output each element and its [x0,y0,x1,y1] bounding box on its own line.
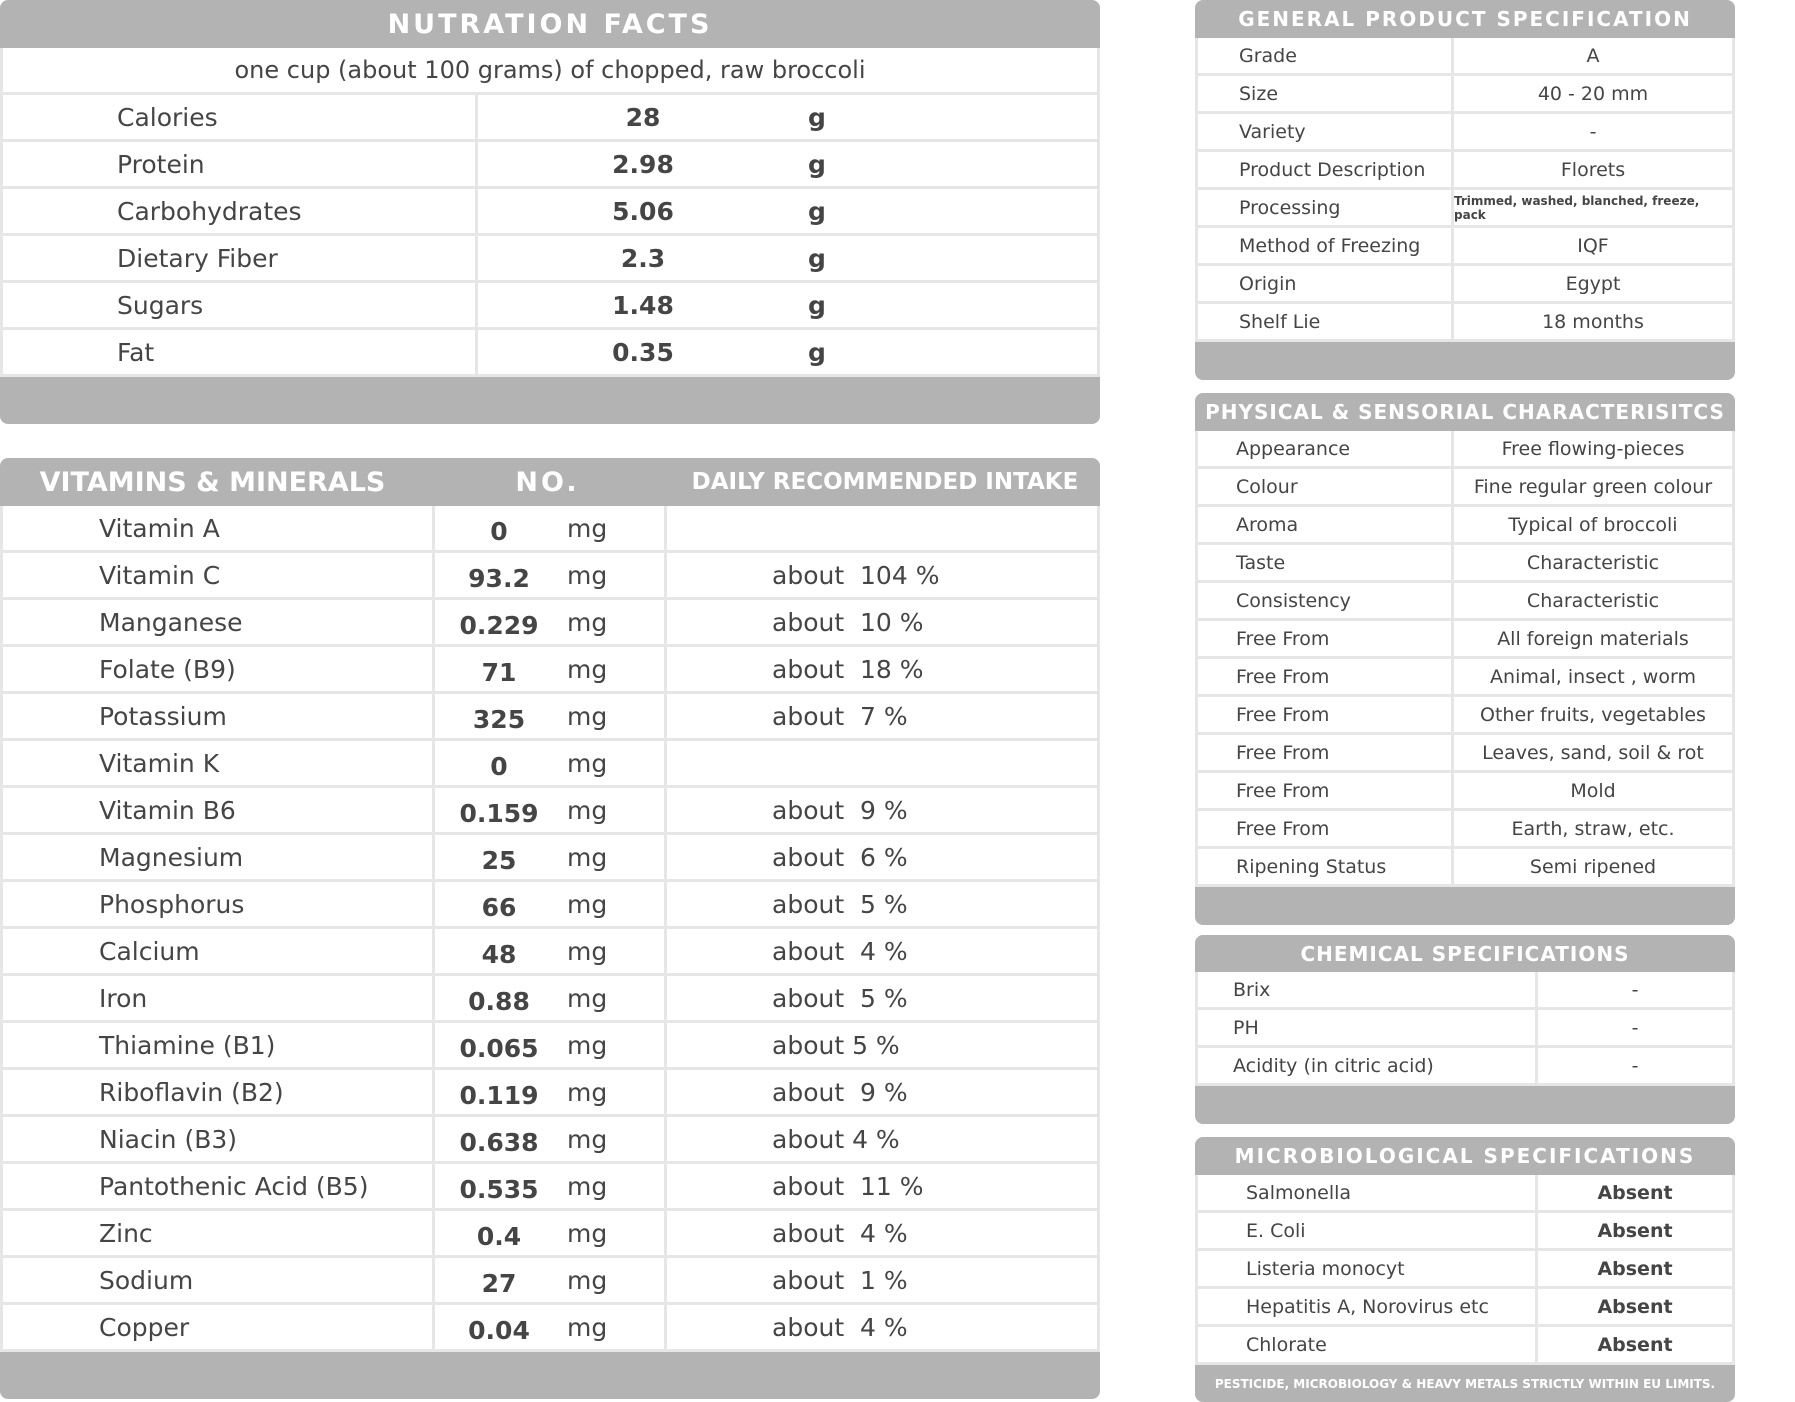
physical-label: Free From [1198,621,1454,656]
vitamin-value: 0 [490,516,508,546]
vitamin-value: 48 [481,939,517,969]
general-spec-table [1195,0,1735,380]
physical-value: Characteristic [1526,551,1660,574]
table-row [1195,469,1735,507]
physical-label: Free From [1198,659,1454,694]
vitamin-unit: mg [563,694,667,738]
nutrient-value: 28 [625,102,661,132]
micro-rows [1195,1175,1735,1365]
nutrient-unit: g [808,149,826,179]
vitamin-unit: mg [563,1164,667,1208]
micro-value: Absent [1597,1257,1673,1280]
chemical-label: PH [1198,1010,1538,1045]
general-label: Shelf Lie [1198,304,1454,339]
vitamin-intake: about 1 % [772,1265,908,1295]
table-row [0,1164,1100,1211]
physical-value: Animal, insect , worm [1490,665,1696,688]
physical-value: Fine regular green colour [1473,475,1713,498]
table-row [0,835,1100,882]
table-row [1195,1213,1735,1251]
vitamin-name: Zinc [3,1211,435,1255]
vitamins-minerals-table [0,458,1100,1399]
vitamin-intake: about 5 % [772,889,908,919]
table-row [0,1117,1100,1164]
table-row [0,976,1100,1023]
table-row [1195,76,1735,114]
table-row [1195,190,1735,228]
table-row [0,647,1100,694]
physical-value: Earth, straw, etc. [1511,817,1675,840]
micro-label: Hepatitis A, Norovirus etc [1198,1289,1538,1324]
nutrition-facts-table [0,0,1100,424]
chemical-label: Acidity (in citric acid) [1198,1048,1538,1083]
physical-spec-header [1195,393,1735,431]
chemical-label: Brix [1198,972,1538,1007]
table-row [0,189,1100,236]
micro-spec-table [1195,1137,1735,1402]
physical-value: Typical of broccoli [1508,513,1678,536]
vitamin-intake: about 5 % [772,983,908,1013]
general-value: - [1589,120,1597,143]
table-row [1195,773,1735,811]
nutrient-unit: g [808,196,826,226]
vitamin-value: 0.638 [459,1127,539,1157]
table-row [1195,1251,1735,1289]
table-row [0,741,1100,788]
nutrient-name: Carbohydrates [3,189,478,233]
nutrition-rows [0,95,1100,377]
general-label: Processing [1198,190,1454,225]
chemical-spec-header [1195,935,1735,972]
vitamin-unit: mg [563,553,667,597]
table-row [1195,304,1735,342]
vitamin-value: 0.535 [459,1174,539,1204]
vitamin-value: 0.229 [459,610,539,640]
general-value: 18 months [1542,310,1644,333]
physical-label: Ripening Status [1198,849,1454,884]
vitamin-name: Vitamin C [3,553,435,597]
vitamin-name: Phosphorus [3,882,435,926]
vitamin-unit: mg [563,600,667,644]
vitamins-header-intake: DAILY RECOMMENDED INTAKE [691,469,1079,495]
general-value: 40 - 20 mm [1537,82,1649,105]
vitamin-name: Copper [3,1305,435,1349]
table-row [0,694,1100,741]
nutrient-unit: g [808,337,826,367]
micro-footer-note: PESTICIDE, MICROBIOLOGY & HEAVY METALS STRICTLY WITHIN EU LIMITS. [1214,1376,1716,1391]
physical-label: Appearance [1198,431,1454,466]
vitamin-intake: about 4 % [772,1312,908,1342]
nutrition-subtitle: one cup (about 100 grams) of chopped, raw broccoli [234,56,866,84]
table-row [1195,507,1735,545]
vitamin-unit: mg [563,1070,667,1114]
vitamin-unit: mg [563,741,667,785]
nutrient-name: Protein [3,142,478,186]
general-value: Trimmed, washed, blanched, freeze, pack [1454,193,1700,222]
table-row [1195,266,1735,304]
table-row [1195,659,1735,697]
table-row [1195,1048,1735,1086]
table-row [1195,849,1735,887]
physical-label: Free From [1198,773,1454,808]
chemical-value: - [1631,1016,1639,1039]
physical-label: Free From [1198,697,1454,732]
physical-label: Free From [1198,811,1454,846]
physical-spec-table [1195,393,1735,925]
physical-value: All foreign materials [1497,627,1689,650]
table-row [0,95,1100,142]
vitamin-unit: mg [563,1305,667,1349]
table-row [1195,1327,1735,1365]
physical-spec-title: PHYSICAL & SENSORIAL CHARACTERISITCS [1205,400,1725,424]
nutrient-name: Sugars [3,283,478,327]
table-row [0,142,1100,189]
micro-label: Chlorate [1198,1327,1538,1362]
vitamin-unit: mg [563,788,667,832]
physical-value: Leaves, sand, soil & rot [1482,741,1704,764]
vitamin-rows [0,506,1100,1352]
table-row [1195,583,1735,621]
table-row [1195,972,1735,1010]
table-row [0,1305,1100,1352]
nutrition-subtitle-row [0,48,1100,95]
micro-label: Salmonella [1198,1175,1538,1210]
chemical-value: - [1631,978,1639,1001]
vitamin-name: Folate (B9) [3,647,435,691]
micro-spec-footer [1195,1365,1735,1402]
general-rows [1195,38,1735,342]
vitamin-value: 0.065 [459,1033,539,1063]
physical-label: Colour [1198,469,1454,504]
nutrient-name: Fat [3,330,478,374]
general-value: Florets [1560,158,1626,181]
vitamin-unit: mg [563,929,667,973]
micro-spec-title: MICROBIOLOGICAL SPECIFICATIONS [1234,1144,1696,1168]
chemical-rows [1195,972,1735,1086]
vitamin-intake: about 10 % [772,607,924,637]
vitamin-name: Riboflavin (B2) [3,1070,435,1114]
micro-value: Absent [1597,1333,1673,1356]
general-spec-title: GENERAL PRODUCT SPECIFICATION [1238,7,1692,31]
physical-value: Free flowing-pieces [1501,437,1685,460]
nutrition-footer [0,377,1100,424]
general-value: Egypt [1565,272,1621,295]
table-row [0,882,1100,929]
vitamin-name: Magnesium [3,835,435,879]
nutrient-value: 5.06 [612,196,674,226]
table-row [1195,1289,1735,1327]
nutrient-value: 2.3 [620,243,666,273]
vitamin-unit: mg [563,1211,667,1255]
general-label: Method of Freezing [1198,228,1454,263]
vitamin-unit: mg [563,835,667,879]
vitamins-header [0,458,1100,506]
general-label: Size [1198,76,1454,111]
vitamin-name: Pantothenic Acid (B5) [3,1164,435,1208]
nutrient-unit: g [808,290,826,320]
nutrition-facts-header [0,0,1100,48]
table-row [1195,697,1735,735]
nutrient-name: Dietary Fiber [3,236,478,280]
nutrient-value: 2.98 [612,149,674,179]
vitamin-name: Vitamin B6 [3,788,435,832]
micro-value: Absent [1597,1181,1673,1204]
micro-value: Absent [1597,1219,1673,1242]
nutrition-facts-title: NUTRATION FACTS [387,8,713,40]
vitamin-value: 66 [481,892,517,922]
table-row [1195,228,1735,266]
vitamin-name: Thiamine (B1) [3,1023,435,1067]
vitamin-intake: about 4 % [772,1124,900,1154]
vitamin-name: Potassium [3,694,435,738]
physical-spec-footer [1195,887,1735,925]
table-row [0,600,1100,647]
vitamin-unit: mg [563,1117,667,1161]
vitamin-value: 0 [490,751,508,781]
vitamin-value: 27 [481,1268,517,1298]
table-row [0,929,1100,976]
table-row [0,1258,1100,1305]
vitamin-value: 325 [472,704,526,734]
physical-value: Characteristic [1526,589,1660,612]
physical-label: Free From [1198,735,1454,770]
vitamin-unit: mg [563,647,667,691]
table-row [1195,1175,1735,1213]
vitamin-name: Iron [3,976,435,1020]
nutrient-value: 0.35 [612,337,674,367]
vitamin-intake [667,741,1097,785]
vitamin-intake: about 11 % [772,1171,924,1201]
micro-label: E. Coli [1198,1213,1538,1248]
vitamin-intake: about 104 % [772,560,940,590]
vitamin-unit: mg [563,882,667,926]
general-label: Variety [1198,114,1454,149]
physical-label: Taste [1198,545,1454,580]
vitamin-unit: mg [563,506,667,550]
nutrient-name: Calories [3,95,478,139]
table-row [1195,114,1735,152]
vitamin-intake [667,506,1097,550]
micro-spec-header [1195,1137,1735,1175]
nutrient-value: 1.48 [612,290,674,320]
vitamin-name: Vitamin A [3,506,435,550]
chemical-value: - [1631,1054,1639,1077]
vitamin-value: 25 [481,845,517,875]
nutrient-unit: g [808,102,826,132]
vitamin-value: 0.159 [459,798,539,828]
general-spec-header [1195,0,1735,38]
general-label: Origin [1198,266,1454,301]
vitamin-unit: mg [563,1023,667,1067]
vitamin-intake: about 9 % [772,1077,908,1107]
general-value: A [1586,44,1600,67]
vitamin-name: Calcium [3,929,435,973]
vitamin-name: Niacin (B3) [3,1117,435,1161]
table-row [0,330,1100,377]
table-row [1195,1010,1735,1048]
vitamin-value: 0.119 [459,1080,539,1110]
vitamin-unit: mg [563,1258,667,1302]
vitamin-name: Vitamin K [3,741,435,785]
table-row [1195,545,1735,583]
chemical-spec-table [1195,935,1735,1124]
physical-value: Mold [1570,779,1616,802]
table-row [0,788,1100,835]
general-label: Grade [1198,38,1454,73]
table-row [0,553,1100,600]
vitamin-value: 93.2 [468,563,530,593]
general-value: IQF [1577,234,1609,257]
general-label: Product Description [1198,152,1454,187]
table-row [0,236,1100,283]
vitamins-footer [0,1352,1100,1399]
general-spec-footer [1195,342,1735,380]
table-row [1195,735,1735,773]
physical-value: Semi ripened [1529,855,1657,878]
table-row [1195,811,1735,849]
chemical-spec-title: CHEMICAL SPECIFICATIONS [1300,941,1630,966]
vitamin-unit: mg [563,976,667,1020]
table-row [1195,431,1735,469]
chemical-spec-footer [1195,1086,1735,1124]
vitamin-value: 0.4 [476,1221,522,1251]
vitamins-header-name: VITAMINS & MINERALS [39,466,386,498]
vitamin-name: Sodium [3,1258,435,1302]
vitamin-name: Manganese [3,600,435,644]
physical-label: Aroma [1198,507,1454,542]
nutrient-unit: g [808,243,826,273]
vitamin-intake: about 4 % [772,936,908,966]
table-row [0,1070,1100,1117]
table-row [0,1023,1100,1070]
vitamin-intake: about 4 % [772,1218,908,1248]
vitamin-intake: about 18 % [772,654,924,684]
vitamin-intake: about 9 % [772,795,908,825]
physical-value: Other fruits, vegetables [1480,703,1706,726]
table-row [1195,152,1735,190]
table-row [0,506,1100,553]
table-row [0,1211,1100,1258]
vitamin-intake: about 7 % [772,701,908,731]
vitamin-intake: about 6 % [772,842,908,872]
vitamins-header-no: NO. [515,466,580,498]
vitamin-value: 0.88 [468,986,530,1016]
vitamin-value: 0.04 [468,1315,530,1345]
micro-value: Absent [1597,1295,1673,1318]
physical-rows [1195,431,1735,887]
vitamin-intake: about 5 % [772,1030,900,1060]
vitamin-value: 71 [481,657,517,687]
table-row [1195,621,1735,659]
physical-label: Consistency [1198,583,1454,618]
micro-label: Listeria monocyt [1198,1251,1538,1286]
table-row [0,283,1100,330]
table-row [1195,38,1735,76]
